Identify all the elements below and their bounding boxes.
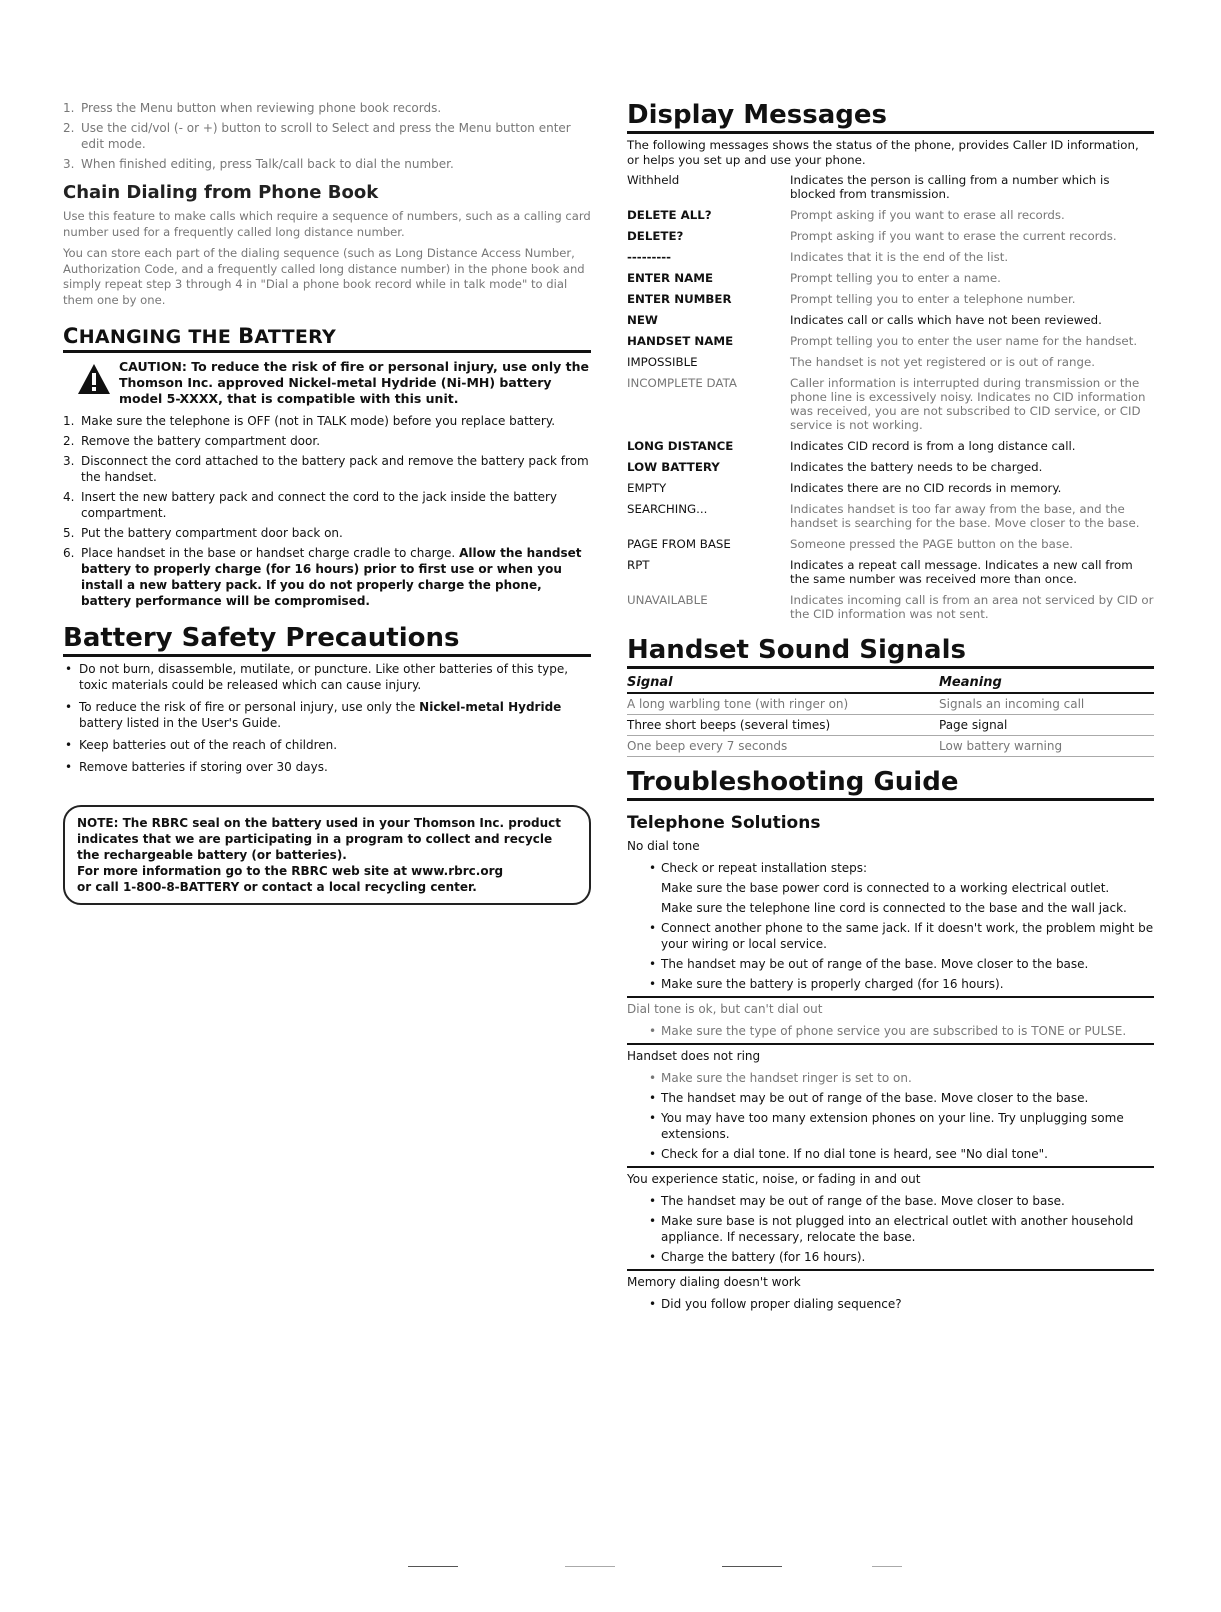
meaning-cell: Low battery warning [939,739,1063,753]
message-key: HANDSET NAME [627,334,734,348]
message-key: RPT [627,558,650,572]
safety-list [63,661,591,775]
list-item: • You may have too many extension phones on your line. Try unplugging some extensions. [627,1110,1154,1142]
table-row [627,289,1154,310]
signal-cell: One beep every 7 seconds [627,739,788,753]
message-value: Indicates the person is calling from a number which is blocked from transmission. [790,173,1110,201]
display-messages-heading: Display Messages [627,100,1154,134]
step-number: 1. [63,101,75,115]
problem-category: Memory dialing doesn't work [627,1269,1154,1292]
message-value: Someone pressed the PAGE button on the base. [790,537,1074,551]
message-value: Indicates the battery needs to be charged. [790,460,1043,474]
footer-mark [722,1566,782,1567]
list-item: • Did you follow proper dialing sequence? [627,1296,1154,1312]
footer-mark [565,1566,615,1567]
chain-dialing-heading: Chain Dialing from Phone Book [63,182,379,203]
message-value: Prompt telling you to enter the user name for the handset. [790,334,1138,348]
table-row [627,352,1154,373]
list-item [63,489,591,521]
table-row [627,436,1154,457]
table-row [627,268,1154,289]
list-item: • The handset may be out of range of the base. Move closer to the base. [627,1090,1154,1106]
message-key: EMPTY [627,481,667,495]
footer-mark [408,1566,458,1567]
list-item: • Make sure the handset ringer is set to on. [627,1070,1154,1086]
list-item: • The handset may be out of range of the base. Move closer to base. [627,1193,1154,1209]
message-value: Indicates CID record is from a long distance call. [790,439,1076,453]
step-number: 1. [63,414,75,428]
bullet-text: Keep batteries out of the reach of children. [79,738,338,752]
step-text: When finished editing, press Talk/call back to dial the number. [81,157,454,171]
step-text: Make sure the telephone is OFF (not in TALK mode) before you replace battery. [81,414,556,428]
list-item: • Check or repeat installation steps: [627,860,1154,876]
sound-signals-rows [627,694,1154,757]
message-value: Prompt asking if you want to erase the current records. [790,229,1117,243]
message-key: INCOMPLETE DATA [627,376,737,390]
step-text: Press the Menu button when reviewing phone book records. [81,101,442,115]
bullet-text: To reduce the risk of fire or personal injury, use only the [79,700,420,714]
table-row [627,555,1154,590]
message-key: IMPOSSIBLE [627,355,698,369]
list-item: • The handset may be out of range of the base. Move closer to the base. [627,956,1154,972]
message-key: Withheld [627,173,680,187]
step-text: Insert the new battery pack and connect the cord to the jack inside the battery compartment. [81,490,558,520]
table-row [627,736,1154,757]
left-column [63,100,591,905]
warning-triangle-icon [77,363,111,395]
message-key: ENTER NUMBER [627,292,732,306]
battery-steps [63,413,591,609]
list-item [63,453,591,485]
step-text: Remove the battery compartment door. [81,434,321,448]
message-key: --------- [627,250,672,264]
list-item [63,433,591,449]
message-key: LOW BATTERY [627,460,720,474]
list-item: Make sure the telephone line cord is connected to the base and the wall jack. [661,901,1127,915]
list-item [63,525,591,541]
table-row [627,247,1154,268]
phone-book-steps [63,100,591,172]
message-key: PAGE FROM BASE [627,537,731,551]
changing-battery-heading: CHANGING THE BATTERY [63,324,591,353]
step-number: 3. [63,157,75,171]
list-item [63,100,591,116]
message-key: SEARCHING... [627,502,708,516]
note-line-1: NOTE: The RBRC seal on the battery used in your Thomson Inc. product indicates that we are participating in a program to collect and recycle the rechargeable battery (or batteries). [77,816,562,862]
sound-signals-heading: Handset Sound Signals [627,635,1154,669]
bullet-text: Remove batteries if storing over 30 days. [79,760,328,774]
step-number: 4. [63,490,75,504]
meaning-cell: Page signal [939,718,1008,732]
table-row [627,715,1154,736]
step-text: Place handset in the base or handset charge cradle to charge. [81,546,460,560]
table-row [627,170,1154,205]
chain-dialing-para-2: You can store each part of the dialing sequence (such as Long Distance Access Number, Authorization Code, and a frequently called long distance number) in the phone book and simply repeat step 3 through 4 in "Dial a phone book record while in talk mode" to dial them one by one. [63,246,585,307]
problem-category: No dial tone [627,839,700,853]
note-line-2: For more information go to the RBRC web site at www.rbrc.org [77,864,504,878]
table-row [627,331,1154,352]
table-row [627,694,1154,715]
table-row [627,373,1154,436]
message-value: Indicates there are no CID records in memory. [790,481,1062,495]
table-row [627,590,1154,625]
display-messages-table [627,170,1154,625]
message-value: Caller information is interrupted during transmission or the phone line is excessively noisy. Indicates no CID information was received, you are not subscribed to CID service, or CID service is not working. [790,376,1146,432]
problem-category: Handset does not ring [627,1043,1154,1066]
message-value: Indicates a repeat call message. Indicates a new call from the same number was received more than once. [790,558,1133,586]
message-key: LONG DISTANCE [627,439,734,453]
caution-block [63,359,591,407]
message-key: DELETE ALL? [627,208,712,222]
battery-safety-heading: Battery Safety Precautions [63,623,591,657]
message-key: NEW [627,313,658,327]
problem-category: Dial tone is ok, but can't dial out [627,996,1154,1019]
display-messages-intro: The following messages shows the status of the phone, provides Caller ID information, or helps you set up and use your phone. [627,138,1139,167]
step-number: 2. [63,121,75,135]
list-item: • Make sure the battery is properly charged (for 16 hours). [627,976,1154,992]
list-item [63,759,591,775]
meaning-column-header: Meaning [939,675,1002,690]
list-item: • Connect another phone to the same jack. If it doesn't work, the problem might be your wiring or local service. [627,920,1154,952]
step-number: 6. [63,546,75,560]
troubleshooting-groups [627,835,1154,1312]
signal-cell: Three short beeps (several times) [627,718,831,732]
step-bold-text: Allow the handset battery to properly charge (for 16 hours) prior to first use or when you install a new battery pack. If you do not properly charge the phone, battery performance will be compromised. [81,546,582,608]
message-key: UNAVAILABLE [627,593,708,607]
list-item [63,699,591,731]
table-row [627,457,1154,478]
list-item [63,737,591,753]
caution-text: CAUTION: To reduce the risk of fire or personal injury, use only the Thomson Inc. approved Nickel-metal Hydride (Ni-MH) battery model 5-XXXX, that is compatible with this unit. [119,359,589,406]
list-item [63,545,591,609]
list-item: • Make sure the type of phone service you are subscribed to is TONE or PULSE. [627,1023,1154,1039]
list-item: Make sure the base power cord is connected to a working electrical outlet. [661,881,1110,895]
list-item [63,120,591,152]
message-value: Indicates that it is the end of the list. [790,250,1009,264]
message-key: ENTER NAME [627,271,714,285]
list-item [63,413,591,429]
step-text: Use the cid/vol (- or +) button to scroll to Select and press the Menu button enter edit mode. [81,121,571,151]
list-item [63,661,591,693]
note-line-3: or call 1-800-8-BATTERY or contact a local recycling center. [77,880,477,894]
bullet-bold-text: Nickel-metal Hydride [419,700,562,714]
list-item: • Charge the battery (for 16 hours). [627,1249,1154,1265]
right-column [627,100,1154,1316]
bullet-text: battery listed in the User's Guide. [79,716,282,730]
table-row [627,534,1154,555]
footer-mark [872,1566,902,1567]
step-text: Put the battery compartment door back on. [81,526,343,540]
step-number: 5. [63,526,75,540]
meaning-cell: Signals an incoming call [939,697,1085,711]
telephone-solutions-heading: Telephone Solutions [627,813,821,833]
step-number: 2. [63,434,75,448]
message-value: Indicates call or calls which have not been reviewed. [790,313,1102,327]
troubleshooting-heading: Troubleshooting Guide [627,767,1154,801]
message-value: Indicates incoming call is from an area not serviced by CID or the CID information was not sent. [790,593,1154,621]
chain-dialing-para-1: Use this feature to make calls which require a sequence of numbers, such as a calling card number used for a frequently called long distance number. [63,209,591,239]
message-value: Prompt telling you to enter a name. [790,271,1001,285]
table-row [627,478,1154,499]
signal-column-header: Signal [627,675,673,690]
list-item [63,156,591,172]
table-row [627,226,1154,247]
list-item: • Check for a dial tone. If no dial tone is heard, see "No dial tone". [627,1146,1154,1162]
sound-signals-header [627,673,1154,694]
table-row [627,205,1154,226]
list-item: • Make sure base is not plugged into an electrical outlet with another household appliance. If necessary, relocate the base. [627,1213,1154,1245]
step-number: 3. [63,454,75,468]
message-value: Indicates handset is too far away from the base, and the handset is searching for the base. Move closer to the base. [790,502,1140,530]
table-row [627,499,1154,534]
message-key: DELETE? [627,229,684,243]
table-row [627,310,1154,331]
bullet-text: Do not burn, disassemble, mutilate, or puncture. Like other batteries of this type, toxic materials could be released which can cause injury. [79,662,569,692]
message-value: The handset is not yet registered or is out of range. [790,355,1095,369]
message-value: Prompt telling you to enter a telephone number. [790,292,1076,306]
problem-category: You experience static, noise, or fading in and out [627,1166,1154,1189]
signal-cell: A long warbling tone (with ringer on) [627,697,849,711]
message-value: Prompt asking if you want to erase all records. [790,208,1065,222]
step-text: Disconnect the cord attached to the battery pack and remove the battery pack from the handset. [81,454,589,484]
rbrc-note-box [63,805,591,905]
